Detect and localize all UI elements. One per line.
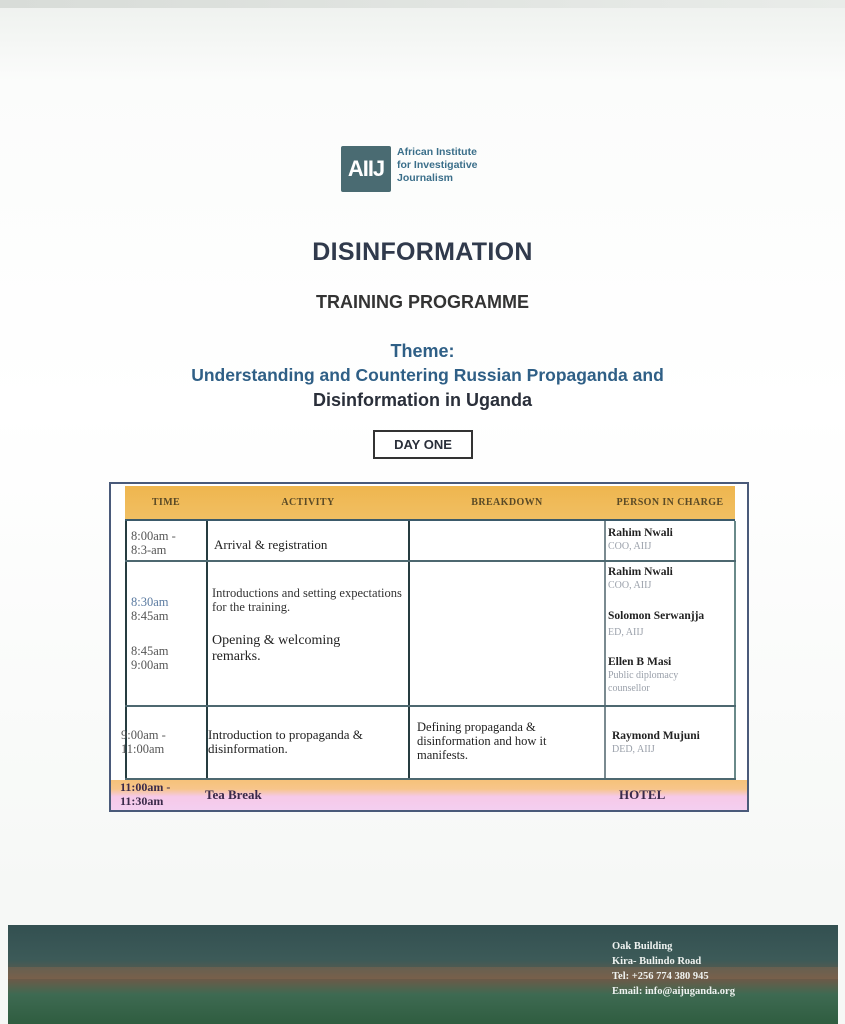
document-subtitle: TRAINING PROGRAMME xyxy=(316,292,529,312)
row2-person1-role: COO, AIIJ xyxy=(608,580,652,591)
row3-activity: Introduction to propaganda & disinformation. xyxy=(208,727,363,756)
logo-line-2: for Investigative xyxy=(397,159,478,171)
aiij-logo xyxy=(341,146,478,192)
row2-time-slot-1b xyxy=(131,609,169,623)
row1-time-end: 8:3-am xyxy=(131,543,167,557)
header-divider xyxy=(125,519,735,521)
footer-building: Oak Building xyxy=(612,941,673,952)
row3-person xyxy=(612,729,700,757)
footer-email: Email: info@aijuganda.org xyxy=(612,986,735,997)
row2-activity-opening: Opening & welcoming remarks. xyxy=(212,633,341,664)
tea-break-time xyxy=(120,780,170,808)
row1-person xyxy=(608,526,673,554)
row3-time-start: 9:00am - xyxy=(121,728,166,742)
tea-break-person: HOTEL xyxy=(619,787,666,802)
footer-road: Kira- Bulindo Road xyxy=(612,956,702,967)
aiij-logo-mark: AIIJ xyxy=(341,146,391,192)
logo-line-1: African Institute xyxy=(397,146,477,158)
row2-time-d: 9:00am xyxy=(131,658,169,672)
row3-time xyxy=(121,728,166,756)
row-divider xyxy=(125,705,736,707)
row2-time-slot-1 xyxy=(131,595,169,609)
theme-line-2: Disinformation in Uganda xyxy=(312,390,532,410)
document-title: DISINFORMATION xyxy=(312,238,533,266)
footer-contact xyxy=(612,939,735,999)
row2-person2-role: ED, AIIJ xyxy=(608,627,644,638)
row2-time-slot-2 xyxy=(131,644,169,672)
schedule-table xyxy=(109,482,749,812)
row2-time-c: 8:45am xyxy=(131,644,169,658)
row3-breakdown: Defining propaganda & disinformation and how it manifests. xyxy=(417,720,547,762)
theme-label: Theme: xyxy=(390,341,455,361)
row3-person-name: Raymond Mujuni xyxy=(612,730,700,742)
header-activity: ACTIVITY xyxy=(207,486,409,519)
row1-time xyxy=(131,529,176,557)
header-time: TIME xyxy=(125,486,207,519)
row1-person-role: COO, AIIJ xyxy=(608,541,652,552)
theme-line-1: Understanding and Countering Russian Propaganda and xyxy=(191,365,664,385)
row3-time-end: 11:00am xyxy=(121,742,165,756)
row2-person1-name: Rahim Nwali xyxy=(608,566,673,578)
row3-person-role: DED, AIIJ xyxy=(612,744,655,755)
row1-time-start: 8:00am - xyxy=(131,529,176,543)
row2-time-a: 8:30am xyxy=(131,595,169,609)
tea-break-time-start: 11:00am - xyxy=(120,780,171,794)
row2-persons xyxy=(608,566,733,695)
footer-tel: Tel: +256 774 380 945 xyxy=(612,971,709,982)
row1-person-name: Rahim Nwali xyxy=(608,527,673,539)
row2-person3-role: Public diplomacy counsellor xyxy=(608,670,679,694)
row2-person2-name: Solomon Serwanjja xyxy=(608,610,705,622)
aiij-logo-text xyxy=(397,146,478,185)
row1-activity: Arrival & registration xyxy=(214,537,328,552)
logo-line-3: Journalism xyxy=(397,172,454,184)
row2-person3-name: Ellen B Masi xyxy=(608,656,672,668)
row2-activity-intro: Introductions and setting expectations for the training. xyxy=(212,586,402,614)
header-person-in-charge: PERSON IN CHARGE xyxy=(605,486,735,519)
row2-time-b: 8:45am xyxy=(131,609,169,623)
top-edge xyxy=(0,0,845,8)
tea-break-time-end: 11:30am xyxy=(120,794,164,808)
header-breakdown: BREAKDOWN xyxy=(409,486,605,519)
tea-break-row xyxy=(111,780,747,810)
day-label-box: DAY ONE xyxy=(373,430,473,459)
row-divider xyxy=(125,560,736,562)
tea-break-activity: Tea Break xyxy=(205,787,262,802)
